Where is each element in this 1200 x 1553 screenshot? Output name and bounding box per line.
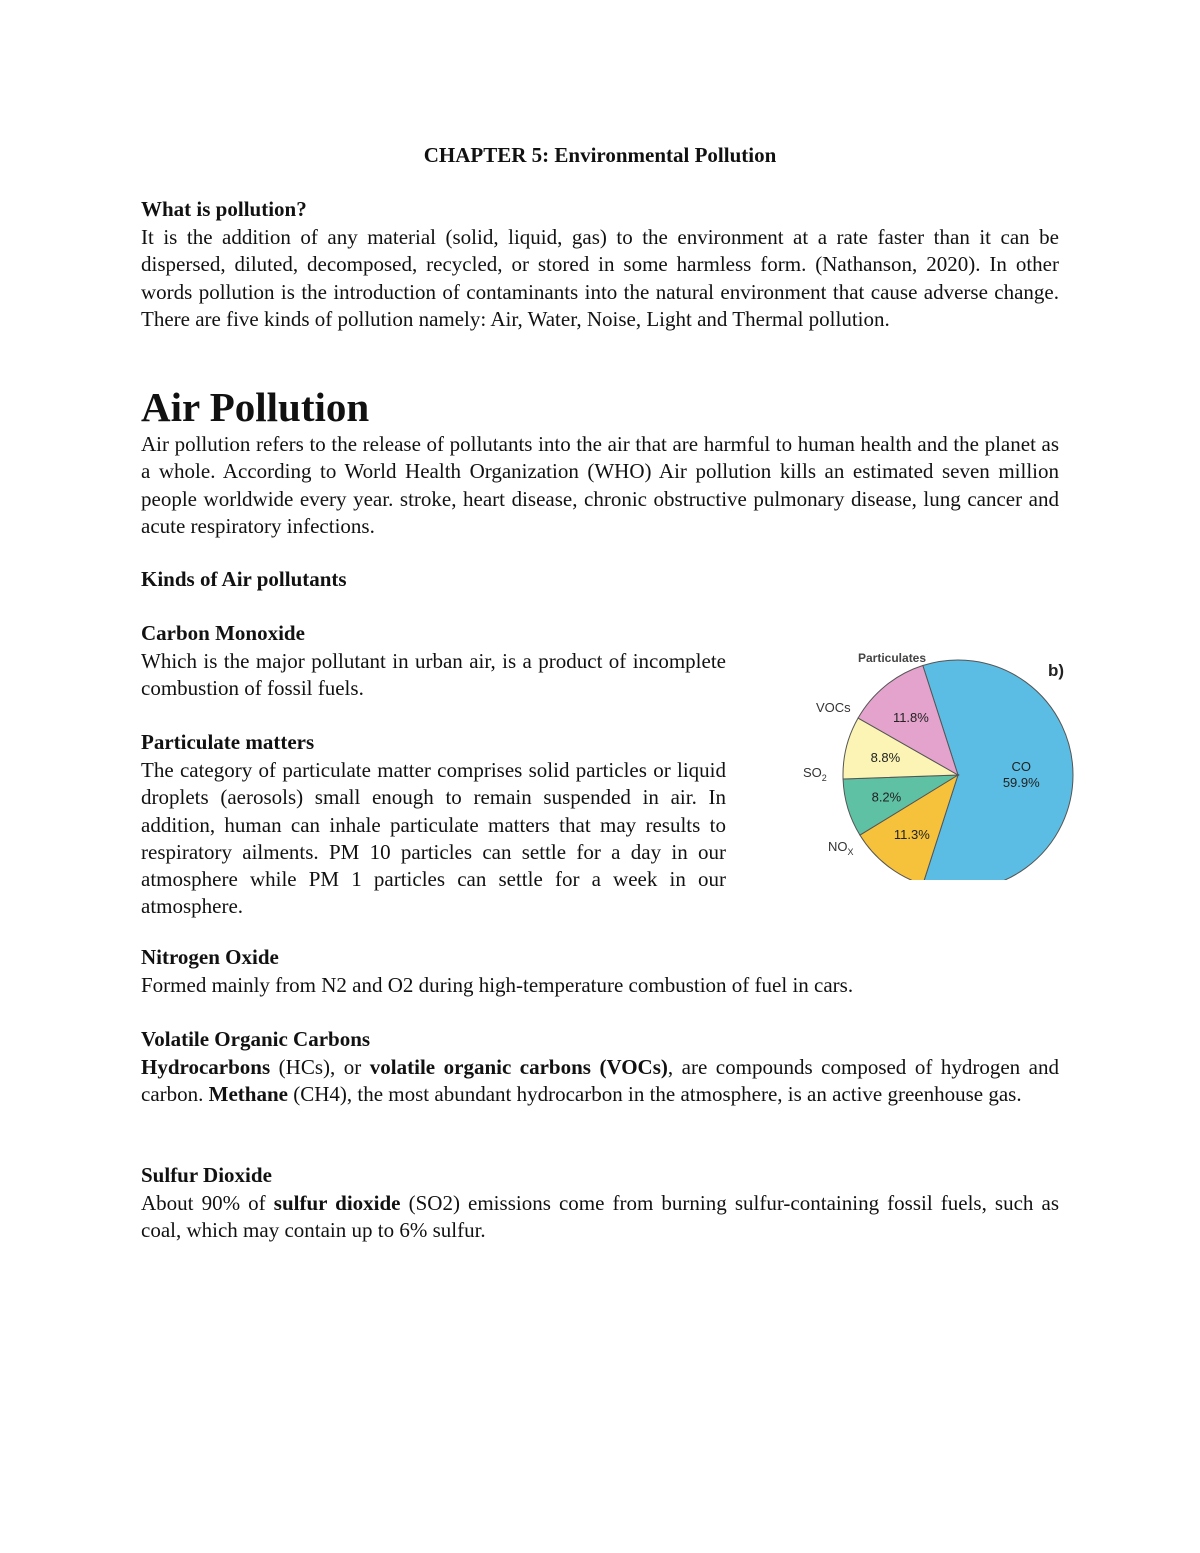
sulfur-text-2: (SO2) emissions come from burning sulfur-containing fossil fuels, such as coal, which may contain up to 6% sulfur.: [141, 1191, 1059, 1243]
sulfur-bold-so2: sulfur dioxide: [273, 1191, 401, 1215]
sulfur-text-1: About 90% of: [141, 1191, 274, 1215]
label-so2-main: SO: [803, 765, 822, 780]
pie-value-vocs: 8.8%: [870, 750, 901, 766]
what-is-pollution-paragraph: It is the addition of any material (solid, liquid, gas) to the environment at a rate faster than it can be dispersed, diluted, decomposed, recycled, or stored in some harmless form. (Nathanson, 2020). In other words pollution is the introduction of contaminants into the natural environment that cause adverse change. There are five kinds of pollution namely: Air, Water, Noise, Light and Thermal pollution.: [141, 225, 1059, 331]
sulfur-paragraph: [141, 1190, 1059, 1245]
pie-name-co: CO: [1011, 759, 1031, 774]
label-nox-main: NO: [828, 839, 848, 854]
voc-bold-vocs: volatile organic carbons (VOCs): [369, 1055, 668, 1079]
label-nox: [828, 839, 854, 857]
voc-paragraph: [141, 1054, 1059, 1109]
pie-value-co: 59.9%: [1002, 775, 1040, 790]
chapter-title: CHAPTER 5: Environmental Pollution: [423, 143, 777, 167]
voc-heading: Volatile Organic Carbons: [141, 1027, 371, 1051]
pie-value-particulates: 11.8%: [892, 709, 929, 725]
air-pollution-heading: Air Pollution: [141, 384, 370, 430]
nitrogen-paragraph: Formed mainly from N2 and O2 during high-temperature combustion of fuel in cars.: [141, 973, 854, 997]
pie-slices: [843, 660, 1073, 880]
pie-value-nox: 11.3%: [893, 826, 930, 842]
voc-bold-hydrocarbons: Hydrocarbons: [141, 1055, 271, 1079]
pollutant-pie-chart: [790, 640, 1090, 880]
what-is-pollution-heading: What is pollution?: [141, 197, 307, 221]
voc-text-3: (CH4), the most abundant hydrocarbon in the atmosphere, is an active greenhouse gas.: [287, 1082, 1022, 1107]
sulfur-heading: Sulfur Dioxide: [141, 1163, 272, 1187]
pie-value-so2: 8.2%: [871, 789, 902, 805]
nitrogen-heading: Nitrogen Oxide: [141, 945, 279, 969]
carbon-monoxide-heading: Carbon Monoxide: [141, 621, 305, 645]
label-nox-sub: X: [847, 847, 854, 857]
voc-text-1: (HCs), or: [270, 1055, 370, 1079]
label-vocs: VOCs: [816, 700, 851, 715]
label-so2: [803, 765, 827, 783]
label-so2-sub: 2: [821, 773, 827, 783]
panel-label: b): [1048, 661, 1065, 680]
label-particulates: Particulates: [858, 651, 927, 665]
kinds-heading: Kinds of Air pollutants: [141, 567, 347, 591]
particulate-paragraph: The category of particulate matter comprises solid particles or liquid droplets (aerosols) small enough to remain suspended in air. In addition, human can inhale particulate matters that may results to respiratory ailments. PM 10 particles can settle for a day in our atmosphere while PM 1 particles can settle for a week in our atmosphere.: [141, 758, 726, 919]
particulate-heading: Particulate matters: [141, 730, 315, 754]
carbon-monoxide-paragraph: Which is the major pollutant in urban air, is a product of incomplete combustion of fossil fuels.: [141, 649, 726, 701]
voc-bold-methane: Methane: [208, 1082, 288, 1107]
air-pollution-paragraph: Air pollution refers to the release of pollutants into the air that are harmful to human health and the planet as a whole. According to World Health Organization (WHO) Air pollution kills an estimated seven million people worldwide every year. stroke, heart disease, chronic obstructive pulmonary disease, lung cancer and acute respiratory infections.: [141, 432, 1059, 538]
voc-text-2: , are compounds composed of hydrogen and carbon.: [141, 1055, 1059, 1107]
